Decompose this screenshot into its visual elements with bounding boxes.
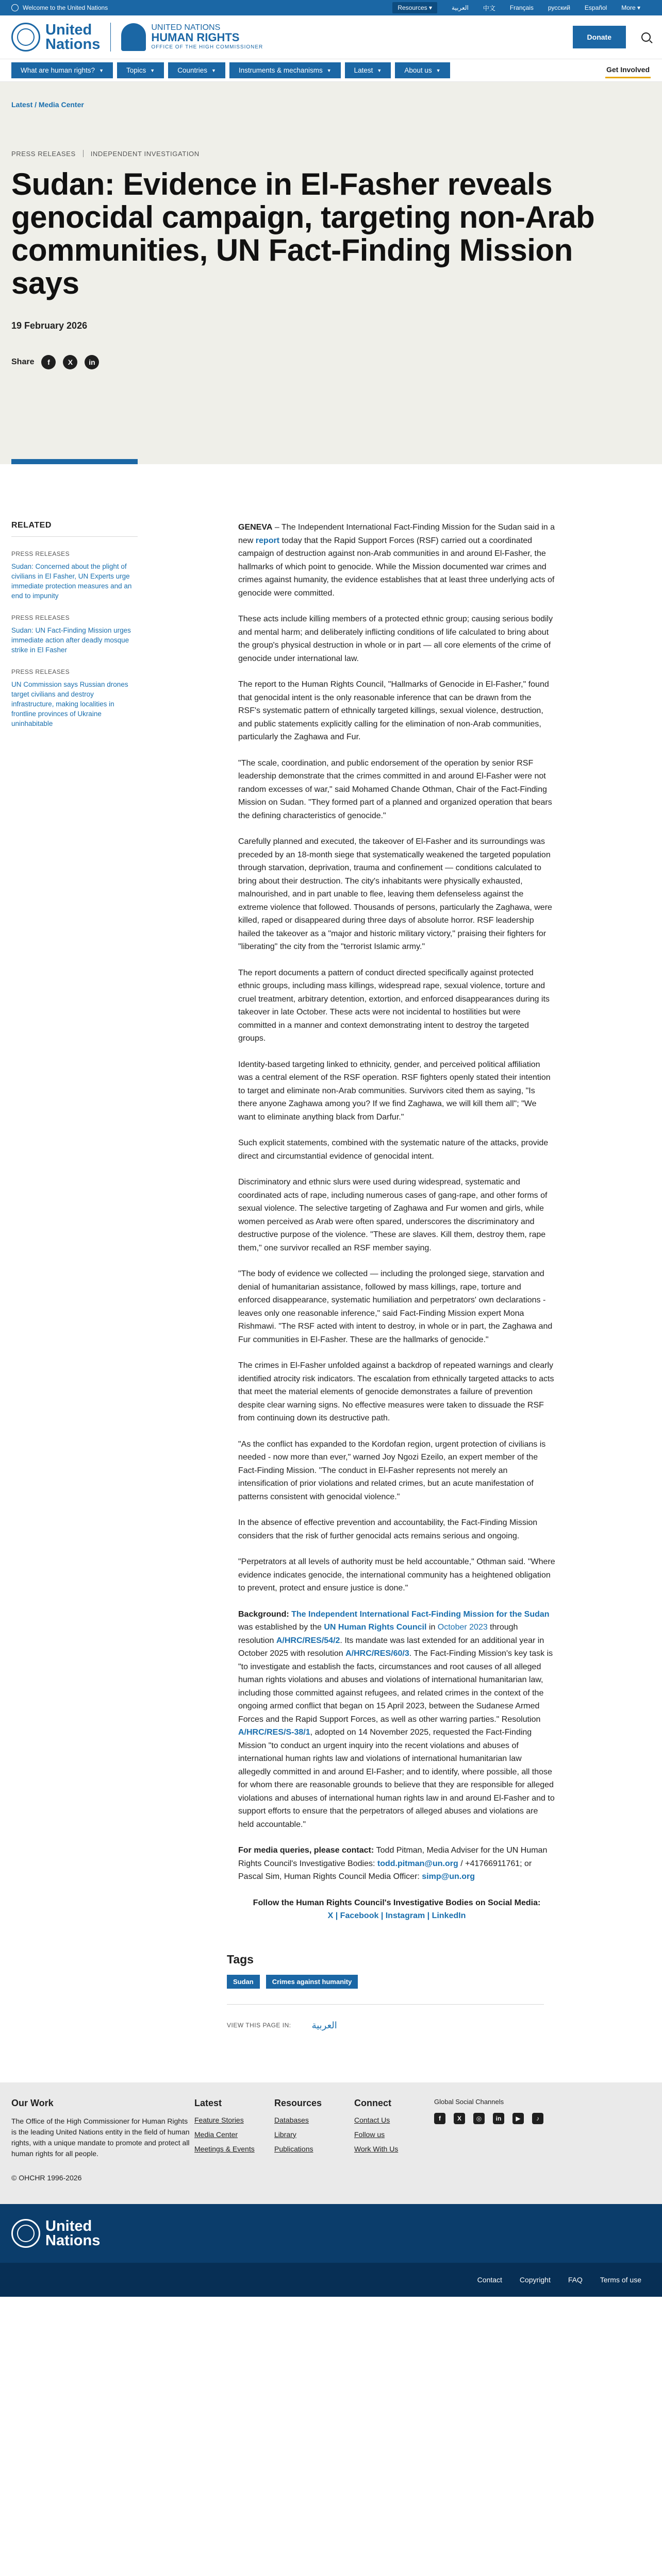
un-emblem-icon	[11, 2219, 40, 2248]
footer-our-work: Our Work The Office of the High Commissioner for Human Rights is the leading United Nations entity in the field of human rights, with a unique mandate to promote and protect all human rights for all people. © OHCHR 1996-2026	[11, 2098, 194, 2183]
paragraph: "The body of evidence we collected — including the prolonged siege, starvation and denial of humanitarian assistance, followed by mass killings, rape, torture and enforced disappearance, systematic humiliation and perpetrators' own declarations - leaves only one reasonable inference," said Fact-Finding Mission expert Mona Rishmawi. "The RSF acted with intent to destroy, in whole or in part, the Zaghawa and Fur communities in El-Fasher. These are the hallmarks of genocide."	[238, 1269, 553, 1344]
lang-ru[interactable]: русский	[548, 4, 570, 11]
footer-link[interactable]: Media Center	[194, 2130, 238, 2139]
footer-link[interactable]: Meetings & Events	[194, 2144, 255, 2153]
resources-dropdown[interactable]: Resources ▾	[392, 2, 437, 13]
chevron-down-icon: ▼	[150, 67, 155, 73]
related-link[interactable]: Sudan: Concerned about the plight of civilians in El Fasher, UN Experts urge immediate protection measures and an end to impunity	[11, 563, 132, 600]
october-link[interactable]: October 2023	[437, 1623, 488, 1632]
paragraph: These acts include killing members of a protected ethnic group; causing serious bodily and mental harm; and deliberately inflicting conditions of life calculated to bring about the group's physical destruction in whole or in part — all core elements of the crime of genocide under international law.	[238, 615, 553, 663]
un-top-bar	[0, 0, 662, 15]
footer-copyright-link[interactable]: Copyright	[519, 2275, 551, 2284]
tag-sudan[interactable]: Sudan	[227, 1975, 260, 1989]
follow-heading: Follow the Human Rights Council's Investigative Bodies on Social Media:	[253, 1898, 541, 1907]
footer-link[interactable]: Databases	[274, 2115, 309, 2124]
view-page-in: VIEW THIS PAGE IN: العربية	[227, 2020, 337, 2030]
lang-es[interactable]: Español	[584, 4, 607, 11]
tag-list	[227, 1975, 544, 2005]
lang-fr[interactable]: Français	[509, 4, 534, 11]
nav-topics[interactable]: Topics ▼	[117, 62, 164, 78]
paragraph: GENEVA – The Independent International Fact-Finding Mission for the Sudan said in a new report today that the Rapid Support Forces (RSF) carried out a coordinated campaign of destruction against non-Arab communities in and around El-Fasher, the hallmarks of which point to genocide. While the Mission documented war crimes and crimes against humanity, the evidence establishes that at least three underlying acts of genocide were committed.	[238, 523, 555, 598]
related-item: PRESS RELEASES Sudan: UN Fact-Finding Mission urges immediate action after deadly mosque strike in El Fasher	[11, 614, 138, 655]
main-nav	[0, 59, 662, 82]
article-hero	[0, 82, 662, 464]
linkedin-icon[interactable]: in	[493, 2113, 504, 2124]
footer-bottom-links	[0, 2263, 662, 2297]
paragraph: In the absence of effective prevention and accountability, the Fact-Finding Mission considers that the risk of further genocidal acts remains serious and ongoing.	[238, 1518, 538, 1540]
get-involved-link[interactable]: Get Involved	[605, 62, 651, 78]
un-emblem-icon	[11, 23, 40, 52]
youtube-icon[interactable]: ▶	[512, 2113, 524, 2124]
related-link[interactable]: Sudan: UN Fact-Finding Mission urges immediate action after deadly mosque strike in El Fasher	[11, 626, 131, 654]
facebook-icon[interactable]: f	[434, 2113, 445, 2124]
footer-un-logo-band	[0, 2204, 662, 2263]
paragraph: "The scale, coordination, and public endorsement of the operation by senior RSF leadership demonstrate that the crimes committed in and around El-Fasher were not random excesses of war," said Mohamed Chande Othman, Chair of the Fact-Finding Mission on Sudan. "They formed part of a planned and organized operation that bears the defining characteristics of genocide."	[238, 758, 552, 820]
nav-instruments[interactable]: Instruments & mechanisms ▼	[229, 62, 341, 78]
lang-ar[interactable]: العربية	[452, 4, 469, 11]
footer-link[interactable]: Publications	[274, 2144, 313, 2153]
site-header	[0, 15, 662, 59]
nav-human-rights[interactable]: What are human rights? ▼	[11, 62, 113, 78]
chevron-down-icon: ▼	[99, 67, 104, 73]
resolution-link[interactable]: A/HRC/RES/60/3	[345, 1649, 409, 1658]
email-link[interactable]: simp@un.org	[422, 1872, 475, 1881]
nav-countries[interactable]: Countries ▼	[168, 62, 225, 78]
lang-arabic-link[interactable]: العربية	[311, 2020, 337, 2030]
footer-connect: Connect Contact Us Follow us Work With Us	[354, 2098, 434, 2183]
x-icon[interactable]: X	[454, 2113, 465, 2124]
article-content	[0, 464, 662, 1923]
social-links[interactable]: X | Facebook | Instagram | LinkedIn	[327, 1911, 466, 1920]
related-link[interactable]: UN Commission says Russian drones target civilians and destroy infrastructure, making localities in frontline provinces of Ukraine uninhabitable	[11, 681, 128, 727]
paragraph: Such explicit statements, combined with the systematic nature of the attacks, provide direct and circumstantial evidence of genocidal intent.	[238, 1139, 549, 1161]
ohchr-emblem-icon	[121, 23, 146, 51]
hero-accent-bar	[11, 459, 138, 464]
x-icon[interactable]: X	[63, 355, 77, 369]
tags-heading: Tags	[227, 1952, 254, 1966]
donate-button[interactable]: Donate	[573, 26, 626, 48]
paragraph: Carefully planned and executed, the takeover of El-Fasher and its surroundings was preceded by an 18-month siege that systematically weakened the targeted population through starvation, deprivation, trauma and confinement — conditions calculated to bring about their destruction. The city's inhabitants were physically exhausted, malnourished, and in part unable to flee, leaving them defenseless against the extreme violence that followed. Thousands of persons, particularly the Zaghawa, were killed, raped or disappeared during three days of absolute horror. RSF leadership hailed the takeover as a "major and historic military victory," praising their fighters for "liberating" the city from the "terrorist Islamic army."	[238, 837, 552, 951]
report-link[interactable]: report	[255, 536, 280, 545]
kicker-divider	[83, 150, 84, 157]
logo-divider	[110, 23, 111, 52]
footer-link[interactable]: Contact Us	[354, 2115, 390, 2124]
paragraph: The report documents a pattern of conduct directed specifically against protected ethnic groups, including mass killings, widespread rape, sexual violence, torture and cruel treatment, arbitrary detention, extortion, and enforced disappearances during its takeover in late October. These acts were not incidental to hostilities but were committed in a manner and context demonstrating intent to destroy the targeted groups.	[238, 968, 550, 1043]
email-link[interactable]: todd.pitman@un.org	[377, 1859, 458, 1868]
footer-faq-link[interactable]: FAQ	[568, 2275, 583, 2284]
footer	[0, 2082, 662, 2204]
footer-link[interactable]: Library	[274, 2130, 296, 2139]
footer-contact-link[interactable]: Contact	[477, 2275, 502, 2284]
media-contact: For media queries, please contact: Todd Pitman, Media Adviser for the UN Human Rights Council's Investigative Bodies: todd.pitman@un.org / +41766911761; or Pascal Sim, Human Rights Council Media Officer: simp@un.org	[238, 1846, 548, 1881]
un-logo[interactable]: United Nations	[11, 2219, 100, 2248]
share-bar: Share f X in	[11, 355, 651, 369]
related-sidebar	[11, 521, 138, 1923]
copyright: © OHCHR 1996-2026	[11, 2173, 82, 2182]
footer-latest: Latest Feature Stories Media Center Meetings & Events	[194, 2098, 274, 2183]
ohchr-logo[interactable]: UNITED NATIONS HUMAN RIGHTS OFFICE OF THE HIGH COMMISSIONER	[121, 23, 263, 52]
chevron-down-icon: ▼	[436, 67, 441, 73]
footer-terms-link[interactable]: Terms of use	[600, 2275, 641, 2284]
chevron-down-icon: ▼	[211, 67, 216, 73]
nav-about[interactable]: About us ▼	[395, 62, 450, 78]
facebook-icon[interactable]: f	[41, 355, 56, 369]
footer-resources: Resources Databases Library Publications	[274, 2098, 354, 2183]
resolution-link[interactable]: A/HRC/RES/S-38/1	[238, 1728, 310, 1737]
paragraph: Discriminatory and ethnic slurs were used during widespread, systematic and coordinated acts of rape, including numerous cases of gang-rape, and other forms of sexual violence. The selective targeting of Zaghawa and Fur women and girls, while women perceived as Arab were often spared, underscores the discriminatory and destructive purpose of the violence. "These are slaves. Kill them, destroy them, rape them," one survivor recalled an RSF member saying.	[238, 1178, 548, 1252]
footer-link[interactable]: Feature Stories	[194, 2115, 244, 2124]
paragraph: The crimes in El-Fasher unfolded against a backdrop of repeated warnings and clearly identified atrocity risk indicators. The escalation from ethnically targeted attacks to acts that meet the material elements of genocide demonstrates a failure of prevention despite clear warning signs. No effective measures were taken to dissuade the RSF from continuing down its destructive path.	[238, 1361, 554, 1422]
resolution-link[interactable]: A/HRC/RES/54/2	[276, 1636, 340, 1645]
background-paragraph: Background: The Independent International Fact-Finding Mission for the Sudan was established by the UN Human Rights Council in October 2023 through resolution A/HRC/RES/54/2. Its mandate was last extended for an additional year in October 2025 with resolution A/HRC/RES/60/3. The Fact-Finding Mission's key task is "to investigate and establish the facts, circumstances and root causes of all alleged human rights violations and abuses and violations of international humanitarian law, including those committed against refugees, and related crimes in the context of the ongoing armed conflict that began on 15 April 2023, between the Sudanese Armed Forces and the Rapid Support Forces, as well as other warring parties." Resolution A/HRC/RES/S-38/1, adopted on 14 November 2025, requested the Fact-Finding Mission "to conduct an urgent inquiry into the recent violations and abuses of international human rights law and violations of international humanitarian law allegedly committed in and around El-Fasher; and to identify, where possible, all those for whom there are reasonable grounds to believe that they are responsible for alleged violations and abuses of international human rights law in and around El-Fasher and to support efforts to ensure that the perpetrators of alleged abuses and violations are held accountable."	[238, 1609, 555, 1829]
tag-crimes[interactable]: Crimes against humanity	[266, 1975, 358, 1989]
nav-latest[interactable]: Latest ▼	[345, 62, 391, 78]
language-bar	[392, 2, 640, 13]
footer-social: Global Social Channels f X ◎ in ▶ ♪	[434, 2098, 543, 2183]
tiktok-icon[interactable]: ♪	[532, 2113, 543, 2124]
related-item: PRESS RELEASES UN Commission says Russian drones target civilians and destroy infrastructure, making localities in frontline provinces of Ukraine uninhabitable	[11, 668, 138, 728]
chevron-down-icon: ▼	[377, 67, 382, 73]
tags-section	[227, 1953, 662, 2031]
page-title: Sudan: Evidence in El-Fasher reveals genocidal campaign, targeting non-Arab communities, UN Fact-Finding Mission says	[11, 167, 595, 300]
ffm-link[interactable]: The Independent International Fact-Finding Mission for the Sudan	[291, 1609, 550, 1619]
un-logo[interactable]: United Nations	[11, 23, 100, 52]
chevron-down-icon: ▼	[326, 67, 332, 73]
footer-link[interactable]: Follow us	[354, 2130, 385, 2139]
search-icon[interactable]	[641, 32, 651, 42]
linkedin-icon[interactable]: in	[85, 355, 99, 369]
related-item: PRESS RELEASES Sudan: Concerned about the plight of civilians in El Fasher, UN Experts urge immediate protection measures and an end to impunity	[11, 550, 138, 601]
paragraph: "Perpetrators at all levels of authority must be held accountable," Othman said. "Where evidence indicates genocide, the international community has a heightened obligation to prevent, protect and ensure justice is done."	[238, 1557, 555, 1592]
breadcrumb[interactable]: Latest / Media Center	[11, 100, 84, 109]
article-kicker: PRESS RELEASES INDEPENDENT INVESTIGATION	[11, 150, 200, 158]
footer-link[interactable]: Work With Us	[354, 2144, 399, 2153]
instagram-icon[interactable]: ◎	[473, 2113, 485, 2124]
related-heading: RELATED	[11, 521, 138, 537]
globe-icon	[11, 4, 19, 11]
article-date: 19 February 2026	[11, 320, 88, 331]
paragraph: "As the conflict has expanded to the Kordofan region, urgent protection of civilians is needed - now more than ever," warned Joy Ngozi Ezeilo, an expert member of the Fact-Finding Mission. "The conduct in El-Fasher represents not merely an intensification of prior violations and related crimes, but an acute manifestation of patterns consistent with genocidal violence."	[238, 1439, 546, 1501]
welcome-link[interactable]: Welcome to the United Nations	[11, 4, 108, 11]
paragraph: The report to the Human Rights Council, "Hallmarks of Genocide in El-Fasher," found that genocidal intent is the only reasonable inference that can be drawn from the RSF's systematic pattern of ethnically targeted killings, sexual violence, destruction, and public statements explicitly calling for the elimination of non-Arab communities, particularly the Zaghawa and Fur.	[238, 680, 549, 741]
lang-more[interactable]: More ▾	[621, 4, 640, 11]
hrc-link[interactable]: UN Human Rights Council	[324, 1623, 427, 1632]
lang-zh[interactable]: 中文	[483, 4, 495, 12]
paragraph: Identity-based targeting linked to ethnicity, gender, and perceived political affiliation was a central element of the RSF operation. RSF fighters openly stated their intention to target and eliminate non-Arab communities. Survivors cited them as saying, "Is there anyone Zaghawa among you? If we find Zaghawa, we will kill them all"; "We want to eliminate anything black from Darfur."	[238, 1060, 551, 1122]
article-body	[238, 521, 555, 1923]
